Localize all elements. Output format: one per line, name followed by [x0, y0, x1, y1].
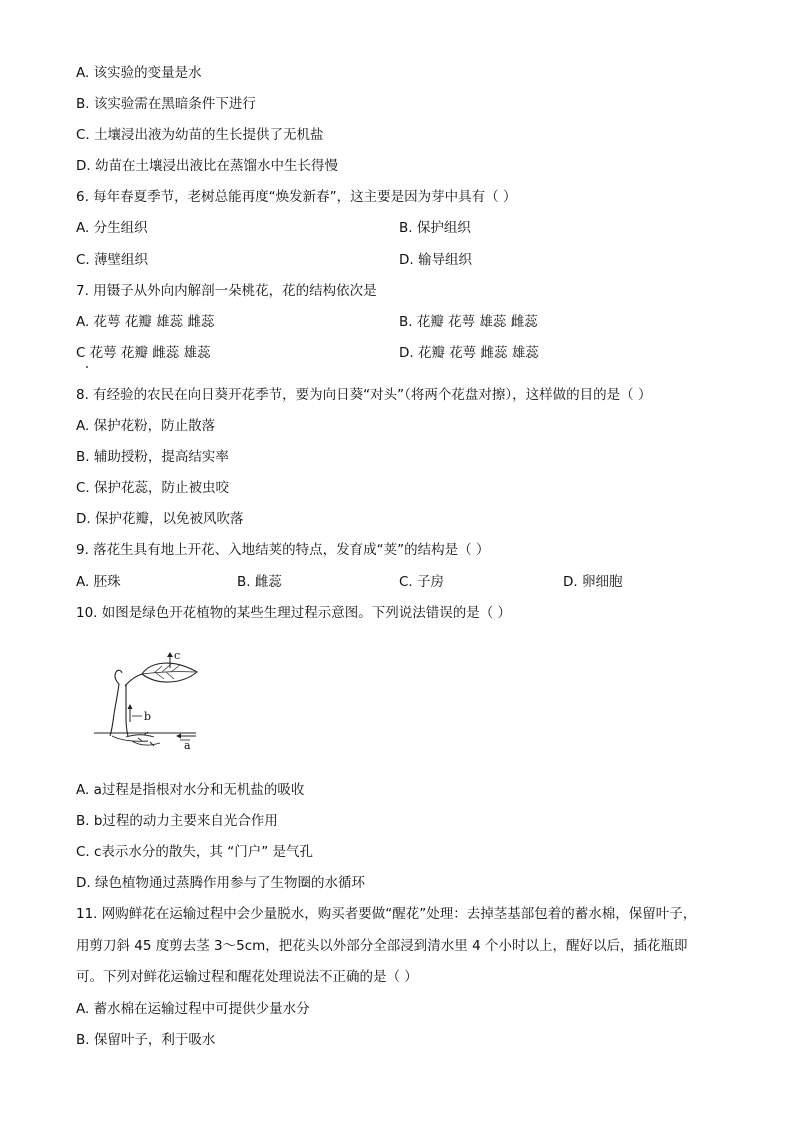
q8-option-c: C. 保护花蕊，防止被虫咬	[76, 480, 230, 496]
q10-option-a: A. a过程是指根对水分和无机盐的吸收	[76, 782, 305, 798]
q10-option-d: D. 绿色植物通过蒸腾作用参与了生物圈的水循环	[76, 875, 365, 891]
q9-option-c: C. 子房	[399, 574, 445, 590]
q5-option-b: B. 该实验需在黑暗条件下进行	[76, 96, 256, 112]
q6-option-d: D. 输导组织	[399, 252, 472, 268]
q8-option-b: B. 辅助授粉，提高结实率	[76, 449, 229, 465]
roots	[112, 732, 160, 746]
q8-option-d: D. 保护花瓣，以免被风吹落	[76, 511, 244, 527]
label-a: a	[184, 739, 191, 752]
q11-option-b: B. 保留叶子，利于吸水	[76, 1032, 216, 1048]
q6-stem: 6. 每年春夏季节，老树总能再度“焕发新春”，这主要是因为芽中具有（ ）	[76, 189, 517, 205]
q6-option-c: C. 薄壁组织	[76, 252, 149, 268]
stem-left-edge	[110, 684, 119, 736]
q6-option-a: A. 分生组织	[76, 220, 148, 236]
q9-stem: 9. 落花生具有地上开花、入地结荚的特点，发育成“荚”的结构是（ ）	[76, 542, 490, 558]
q5-option-d: D. 幼苗在土壤浸出液比在蒸馏水中生长得慢	[76, 158, 338, 174]
stem-right-edge	[126, 684, 128, 736]
q8-option-a: A. 保护花粉，防止散落	[76, 418, 216, 434]
q7-option-b: B. 花瓣 花萼 雄蕊 雌蕊	[399, 314, 538, 330]
q8-stem: 8. 有经验的农民在向日葵开花季节，要为向日葵“对头”（将两个花盘对擦），这样做的目的是（ ）	[76, 387, 652, 403]
q7-option-a: A. 花萼 花瓣 雄蕊 雌蕊	[76, 314, 215, 330]
q11-option-a: A. 蓄水棉在运输过程中可提供少量水分	[76, 1001, 310, 1017]
q9-option-d: D. 卵细胞	[563, 574, 623, 590]
q9-option-b: B. 雌蕊	[237, 574, 282, 590]
stem-top-bud	[115, 670, 122, 684]
q6-option-b: B. 保护组织	[399, 220, 471, 236]
label-b: b	[144, 710, 152, 723]
q10-option-b: B. b过程的动力主要来自光合作用	[76, 813, 278, 829]
q7-option-d: D. 花瓣 花萼 雌蕊 雄蕊	[399, 345, 539, 361]
leaf-branch	[125, 674, 142, 686]
q10-option-c: C. c表示水分的散失，其 “门户” 是气孔	[76, 844, 314, 860]
plant-diagram	[92, 642, 204, 754]
q7-stem: 7. 用镊子从外向内解剖一朵桃花，花的结构依次是	[76, 283, 377, 299]
arrow-b-head	[128, 704, 133, 709]
q5-option-c: C. 土壤浸出液为幼苗的生长提供了无机盐	[76, 127, 324, 143]
stray-mark	[86, 366, 88, 368]
q11-stem-line2: 用剪刀斜 45 度剪去茎 3～5cm，把花头以外部分全部浸到清水里 4 个小时以上，醒好以后，插花瓶即	[76, 938, 688, 954]
q11-stem-line1: 11. 网购鲜花在运输过程中会少量脱水，购买者要做“醒花”处理：去掉茎基部包着的蓄水棉，保留叶子，	[76, 906, 697, 922]
q9-option-a: A. 胚珠	[76, 574, 121, 590]
leaf-midrib	[142, 672, 195, 674]
arrow-a-head	[176, 734, 181, 739]
q11-stem-line3: 可。下列对鲜花运输过程和醒花处理说法不正确的是（ ）	[76, 969, 418, 985]
q7-option-c: C 花萼 花瓣 雌蕊 雄蕊	[76, 345, 211, 361]
arrow-c-head	[167, 652, 173, 657]
q10-stem: 10. 如图是绿色开花植物的某些生理过程示意图。下列说法错误的是（ ）	[76, 605, 512, 621]
label-c: c	[174, 649, 181, 662]
q5-option-a: A. 该实验的变量是水	[76, 65, 202, 81]
